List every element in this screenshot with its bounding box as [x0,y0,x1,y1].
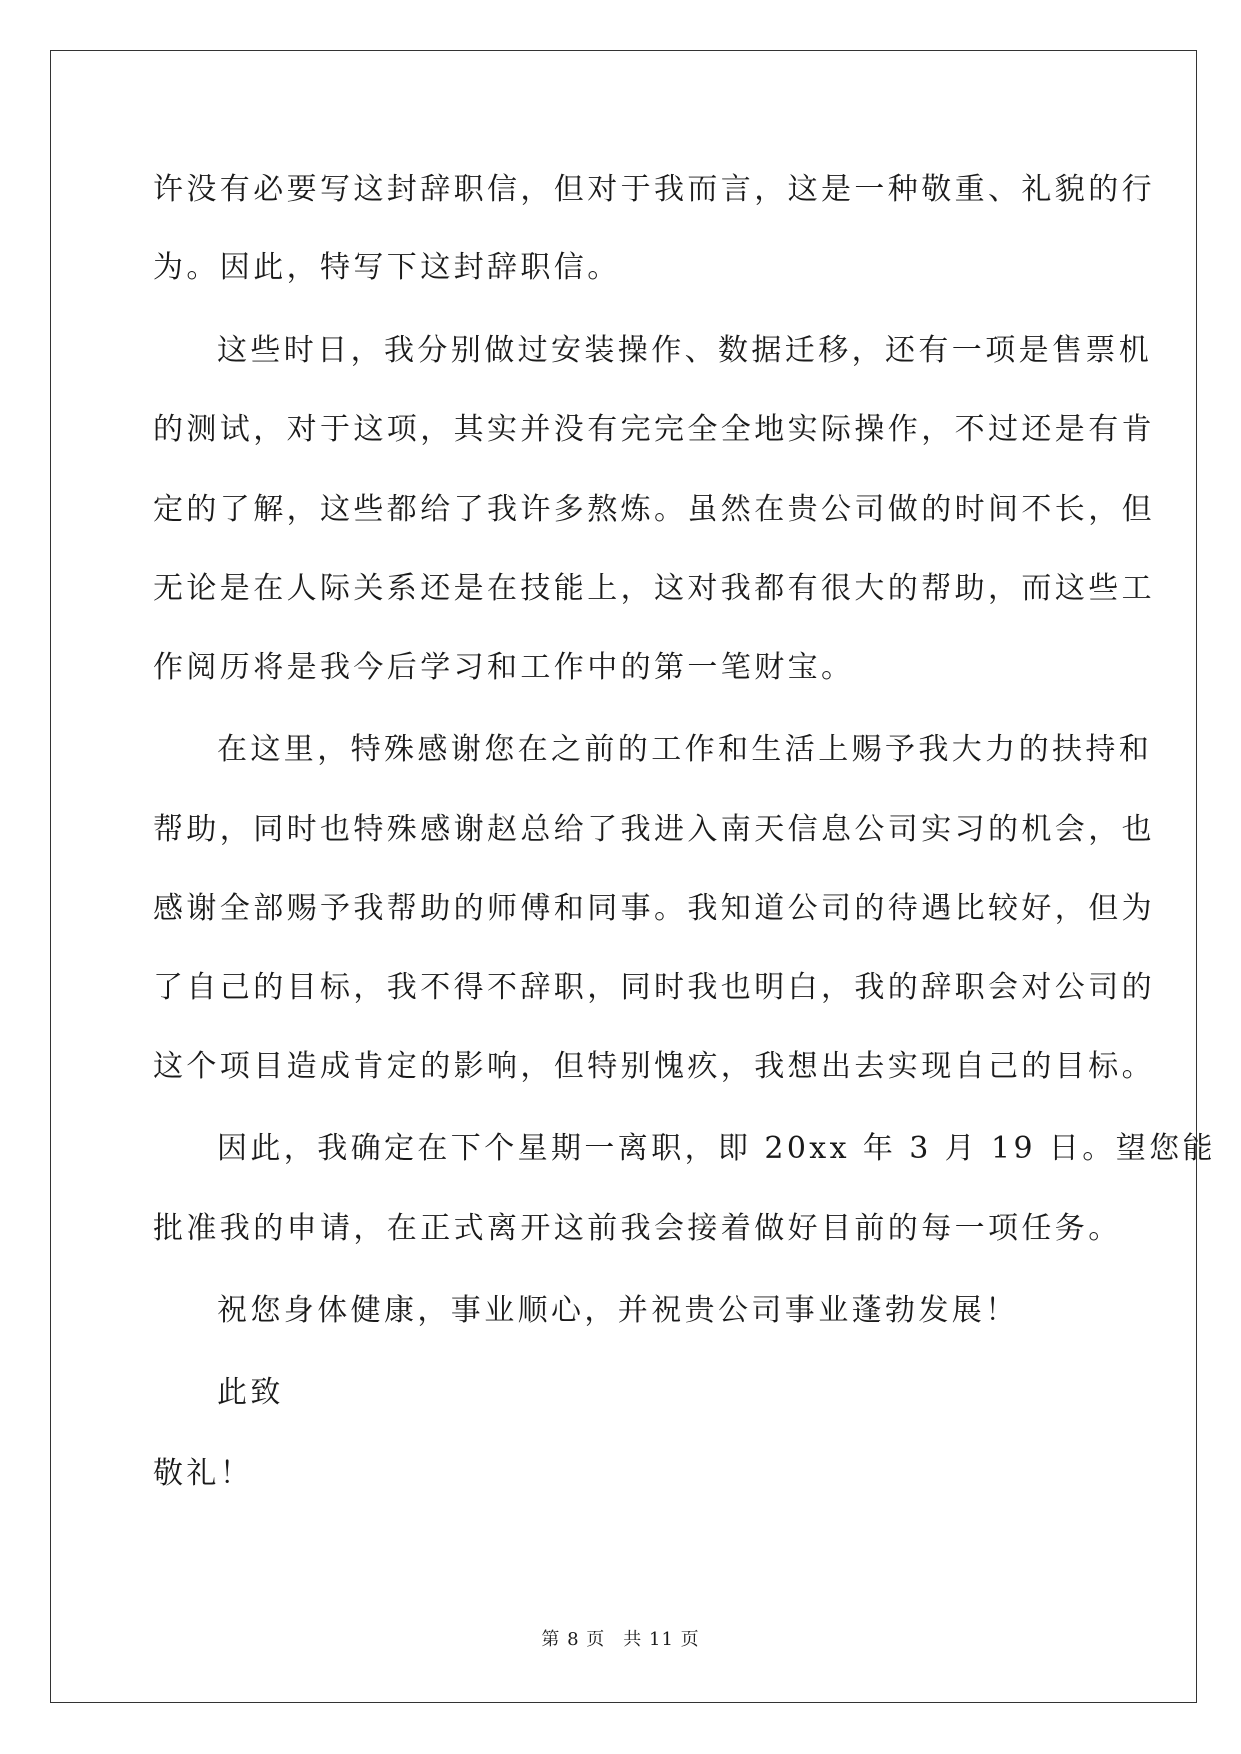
page-total: 共 11 页 [623,1629,700,1650]
text-line: 的测试，对于这项，其实并没有完完全全地实际操作，不过还是有肯 [153,412,1155,447]
paragraph-start-line: 这些时日，我分别做过安装操作、数据迁移，还有一项是售票机 [217,333,1153,368]
paragraph-start-line: 在这里，特殊感谢您在之前的工作和生活上赐予我大力的扶持和 [217,732,1153,767]
text-line: 帮助，同时也特殊感谢赵总给了我进入南天信息公司实习的机会，也 [153,812,1155,847]
text-line: 许没有必要写这封辞职信，但对于我而言，这是一种敬重、礼貌的行 [153,172,1155,207]
page-number: 第 8 页 [541,1629,606,1650]
closing-wish-line: 祝您身体健康，事业顺心，并祝贵公司事业蓬勃发展！ [217,1293,1019,1328]
text-line: 感谢全部赐予我帮助的师傅和同事。我知道公司的待遇比较好，但为 [153,891,1155,926]
closing-regards: 敬礼！ [153,1456,254,1491]
text-line: 为。因此，特写下这封辞职信。 [153,250,621,285]
text-line: 批准我的申请，在正式离开这前我会接着做好目前的每一项任务。 [153,1211,1122,1246]
text-line: 无论是在人际关系还是在技能上，这对我都有很大的帮助，而这些工 [153,571,1155,606]
page-footer [0,1628,1241,1652]
text-line: 这个项目造成肯定的影响，但特别愧疚，我想出去实现自己的目标。 [153,1049,1155,1084]
text-line: 定的了解，这些都给了我许多熬炼。虽然在贵公司做的时间不长，但 [153,492,1155,527]
closing-salutation: 此致 [217,1375,284,1410]
text-line: 作阅历将是我今后学习和工作中的第一笔财宝。 [153,650,855,685]
paragraph-start-line: 因此，我确定在下个星期一离职，即 20xx 年 3 月 19 日。望您能 [217,1131,1216,1166]
text-line: 了自己的目标，我不得不辞职，同时我也明白，我的辞职会对公司的 [153,970,1155,1005]
